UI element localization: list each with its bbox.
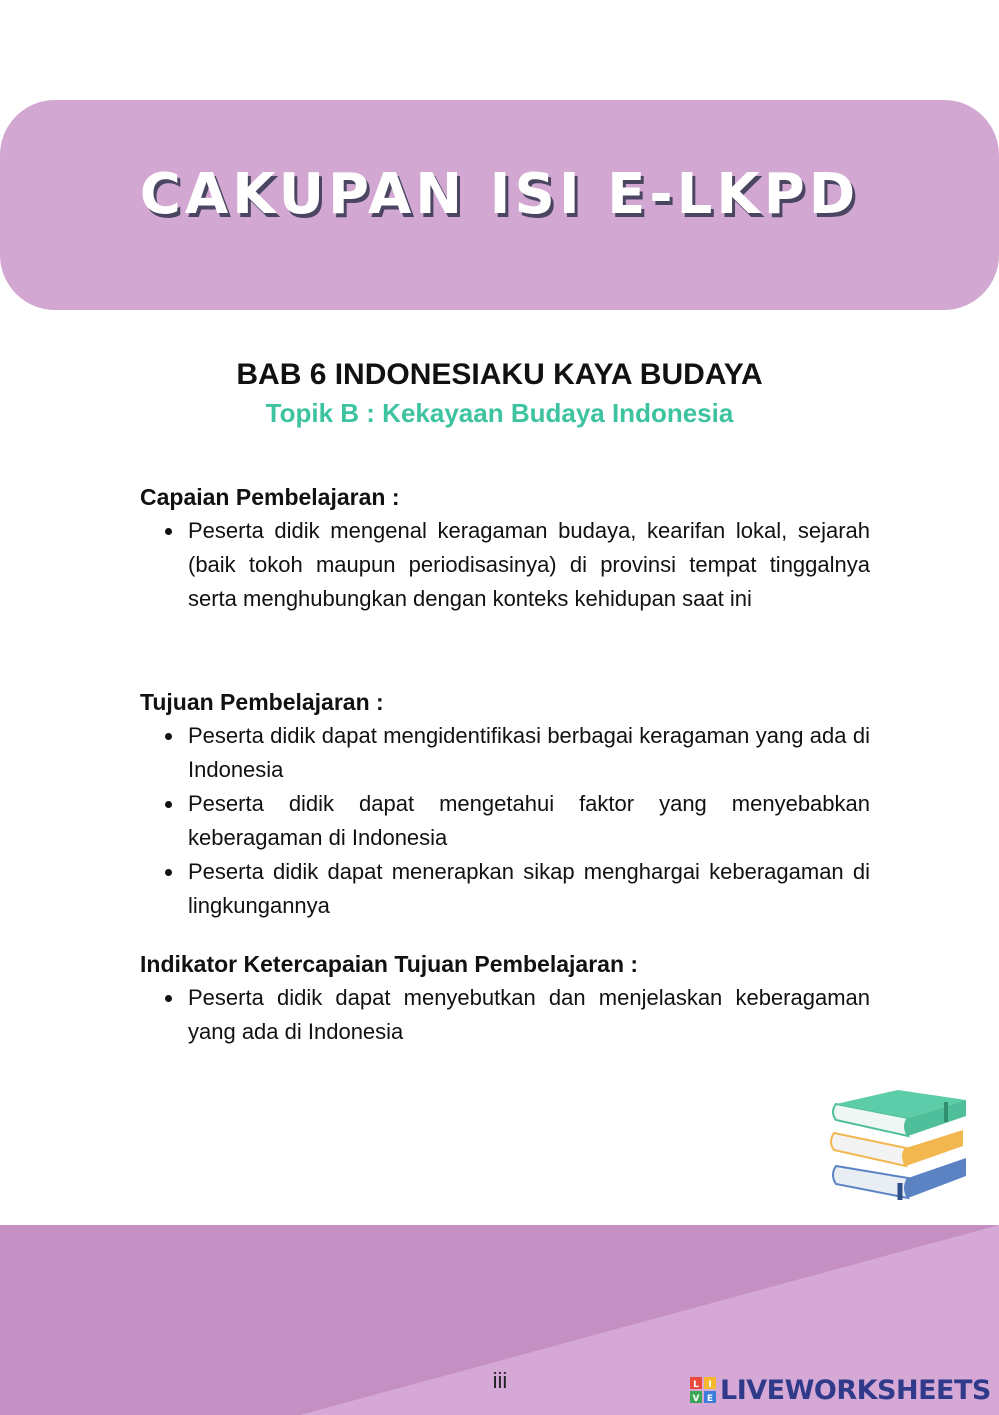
list-item: Peserta didik dapat menyebutkan dan menjelaskan keberagaman yang ada di Indonesia [188,981,870,1049]
section-indikator [140,947,870,1049]
section-capaian [140,480,870,616]
list-item: Peserta didik dapat mengidentifikasi berbagai keragaman yang ada di Indonesia [188,719,870,787]
section-tujuan [140,685,870,923]
logo-letter: L [693,1380,699,1390]
logo-text: LIVEWORKSHEETS [720,1374,991,1406]
liveworksheets-logo [690,1373,991,1407]
page-title: CAKUPAN ISI E-LKPD [139,162,860,227]
topic-subtitle: Topik B : Kekayaan Budaya Indonesia [265,398,734,428]
page-number: iii [492,1368,508,1393]
section-heading: Capaian Pembelajaran : [140,484,400,510]
logo-letter: E [706,1394,714,1403]
bullet-list [140,719,870,923]
logo-letter: V [692,1394,700,1403]
bullet-list [140,514,870,616]
section-heading: Tujuan Pembelajaran : [140,689,384,715]
logo-letter: I [708,1380,712,1390]
liveworksheets-logo-icon [690,1377,716,1403]
list-item: Peserta didik mengenal keragaman budaya, kearifan lokal, sejarah (baik tokoh maupun periodisasinya) di provinsi tempat tinggalnya serta menghubungkan dengan konteks kehidupan saat ini [188,514,870,616]
list-item: Peserta didik dapat menerapkan sikap menghargai keberagaman di lingkungannya [188,855,870,923]
books-icon [828,1088,973,1206]
list-item: Peserta didik dapat mengetahui faktor yang menyebabkan keberagaman di Indonesia [188,787,870,855]
chapter-title: BAB 6 INDONESIAKU KAYA BUDAYA [236,358,763,391]
section-heading: Indikator Ketercapaian Tujuan Pembelajaran : [140,951,639,977]
bullet-list [140,981,870,1049]
